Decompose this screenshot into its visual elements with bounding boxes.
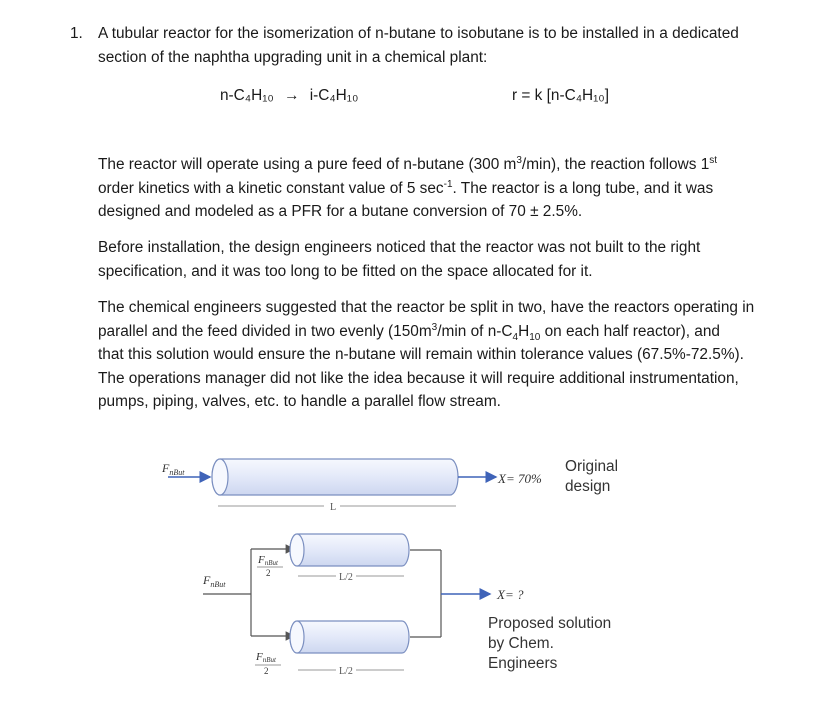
prop-bottom-half-feed: [255, 651, 281, 676]
proposed-solution-caption: Proposed solution by Chem. Engineers: [488, 615, 612, 672]
reactant: n-C₄H₁₀: [220, 87, 274, 104]
prop-top-tube-inlet: [290, 534, 304, 566]
p2-line-1: Before installation, the design engineers noticed that the reactor was not built to the right: [98, 239, 701, 256]
orig-tube-inlet: [212, 459, 228, 495]
intro-line-1: A tubular reactor for the isomerization of n-butane to isobutane is to be installed in a dedicated: [98, 25, 739, 42]
p1-line-3: designed and modeled as a PFR for a butane conversion of 70 ± 2.5%.: [98, 203, 583, 220]
p3-line-1: The chemical engineers suggested that the reactor be split in two, have the reactors operating in: [98, 299, 755, 316]
prop-top-reactor-tube: [290, 534, 409, 566]
p3-line-2: parallel and the feed divided in two evenly ($150m^3/\min$ of $n-C_4H_{10}$ on each half reactor), and: [98, 321, 720, 343]
prop-bottom-length-label: L/2: [339, 666, 353, 677]
prop-top-half-feed: [257, 554, 283, 578]
svg-text:2: 2: [264, 666, 269, 676]
p3-line-5: pumps, piping, valves, etc. to handle a parallel flow stream.: [98, 393, 501, 410]
orig-conversion: X= 70%: [498, 471, 542, 486]
svg-text:FnBut: FnBut: [258, 554, 278, 567]
orig-feed-label: $F_{nBut}$: [162, 461, 185, 477]
prop-bottom-reactor-tube: [290, 621, 409, 653]
svg-text:2: 2: [266, 568, 271, 578]
p3-line-4: The operations manager did not like the idea because it will require additional instrumentation,: [98, 369, 739, 387]
prop-top-length-label: L/2: [339, 572, 353, 583]
original-design: [161, 459, 542, 513]
intro-line-2: section of the naphtha upgrading unit in a chemical plant:: [98, 48, 488, 66]
orig-length-label: L: [330, 502, 337, 513]
p1-line-1: The reactor will operate using a pure feed of n-butane (300 $m^3/\min$), the reaction follows 1st: [98, 154, 718, 173]
original-design-caption: Original design: [565, 458, 619, 495]
p2-line-2: specification, and it was too long to be fitted on the space allocated for it.: [98, 262, 593, 280]
svg-text:FnBut: FnBut: [256, 651, 276, 664]
proposed-design: [202, 534, 524, 677]
p3-line-3: that this solution would ensure the n-butane will remain within tolerance values (67.5%-72.5%).: [98, 346, 744, 363]
question-number: 1.: [70, 25, 83, 42]
prop-conversion: X= ?: [497, 587, 524, 602]
orig-reactor-tube: [212, 459, 458, 495]
product: i-C₄H₁₀: [309, 87, 359, 104]
prop-feed-label: $F_{nBut}$: [203, 573, 226, 589]
prop-bottom-tube-inlet: [290, 621, 304, 653]
reaction-arrow: →: [284, 87, 300, 104]
p1-line-2: order kinetics with a kinetic constant value of 5 $\sec^{-1}$. The reactor is a long tube, and it was: [98, 178, 714, 197]
rate-law: r = k [n-C₄H₁₀]: [512, 87, 609, 104]
